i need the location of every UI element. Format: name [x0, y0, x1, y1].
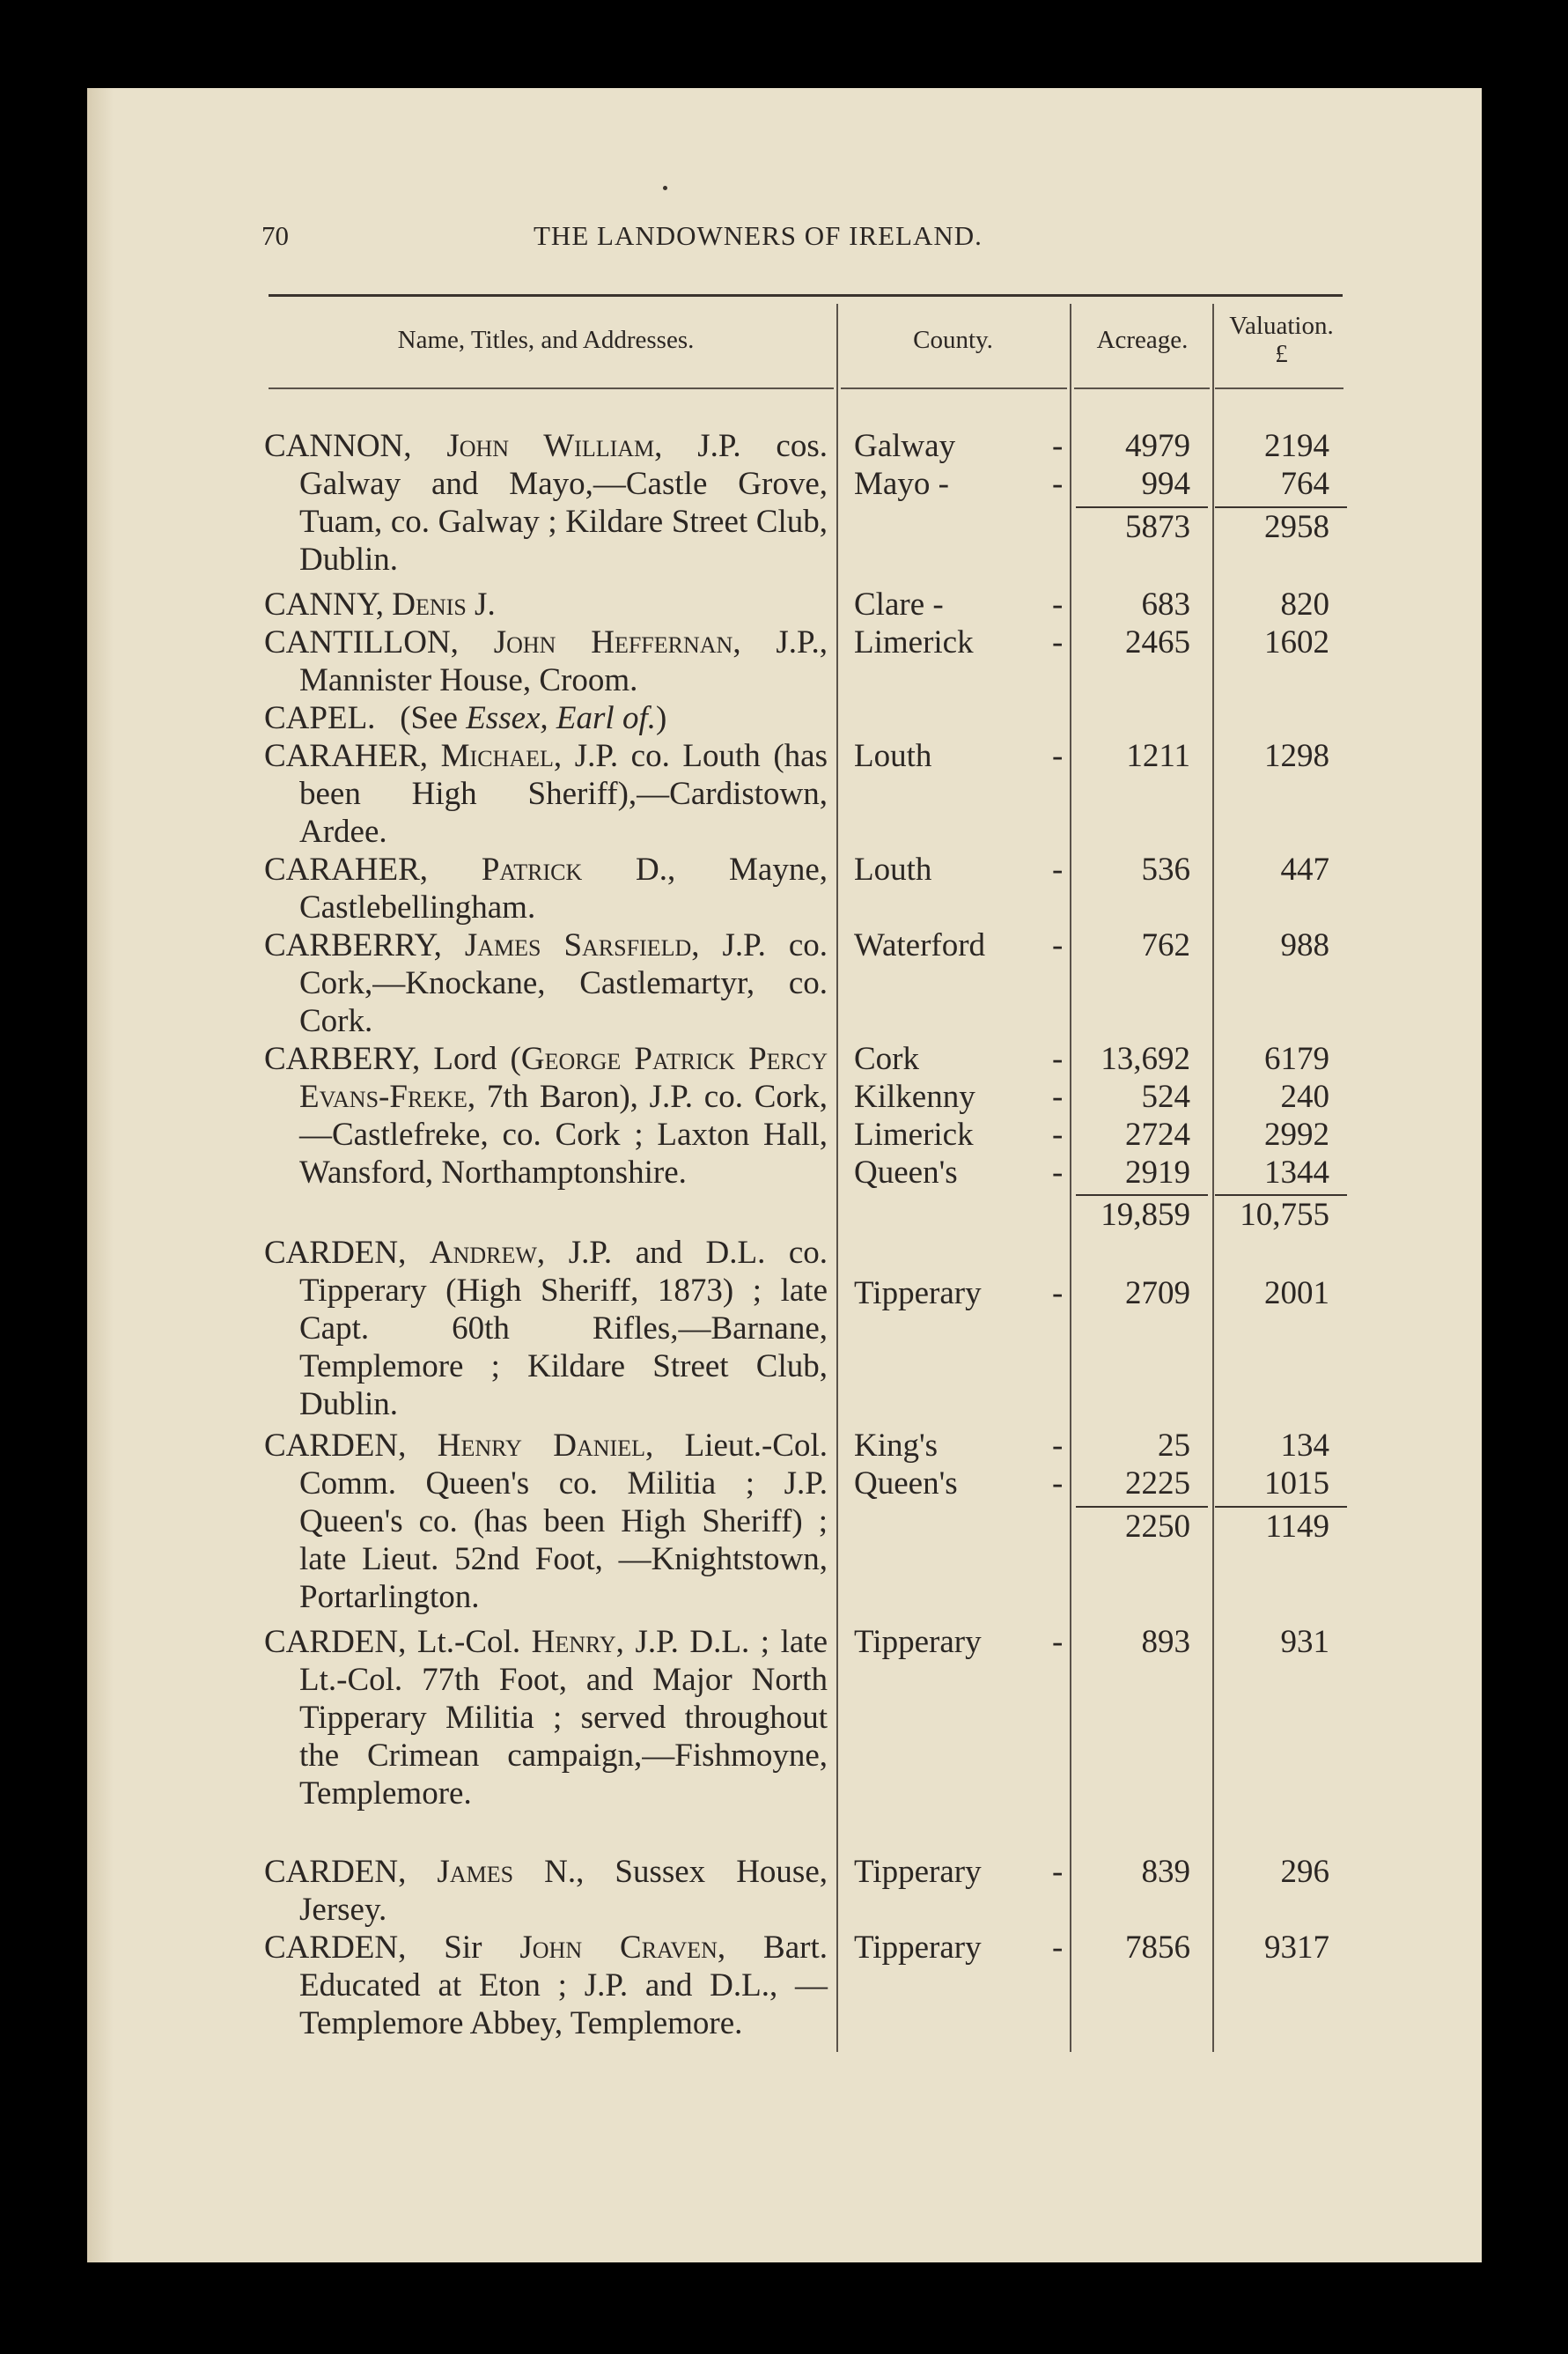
entry-capel — [264, 699, 828, 737]
holding-valuation: 240 — [1280, 1079, 1329, 1115]
leader-dash: - — [1052, 1465, 1064, 1502]
entry-carden-james — [264, 1853, 828, 1929]
holding-county: Cork — [854, 1041, 919, 1077]
header-rule — [269, 294, 1343, 297]
entry-carberry — [264, 926, 828, 1040]
leader-dash: - — [1052, 1155, 1064, 1191]
entry-surname: CARDEN, — [264, 1235, 407, 1271]
entry-surname: CANTILLON, — [264, 624, 459, 660]
entry-title: Lt.-Col. — [406, 1624, 532, 1660]
entry-caraher-patrick — [264, 851, 828, 926]
total-acreage: 5873 — [1125, 509, 1190, 545]
entry-carden-henry-daniel — [264, 1427, 828, 1616]
entry-details: J.P. co. Louth (has been High Sheriff),—Cardistown, Ardee. — [299, 738, 828, 850]
entry-title: Lord ( — [420, 1041, 521, 1077]
entry-details: N., Sussex House, Jersey. — [299, 1854, 828, 1928]
leader-dash: - — [1052, 927, 1064, 963]
total-acreage: 19,859 — [1101, 1197, 1190, 1233]
leader-dash: - — [1052, 1854, 1064, 1890]
entry-carbery — [264, 1040, 828, 1192]
column-header-county: County. — [913, 326, 993, 354]
holding-acreage: 893 — [1141, 1624, 1190, 1660]
holding-county: Tipperary — [854, 1624, 982, 1660]
holding-county: Clare - — [854, 587, 944, 623]
entry-details: J.P. cos. Galway and Mayo,—Castle Grove, Tuam, co. Galway ; Kildare Street Club, Dublin. — [299, 428, 828, 578]
entry-surname: CARBERY, — [264, 1041, 421, 1077]
leader-dash: - — [1052, 852, 1064, 888]
entry-surname: CARDEN, — [264, 1624, 407, 1660]
entry-details: Bart. Educated at Eton ; J.P. and D.L., —Templemore Abbey, Templemore. — [299, 1930, 828, 2041]
holding-valuation: 820 — [1280, 587, 1329, 623]
entry-surname: CARAHER, — [264, 738, 429, 774]
total-valuation: 1149 — [1265, 1509, 1329, 1545]
column-divider-acreage-valuation — [1212, 304, 1214, 2052]
holding-county: Louth — [854, 738, 932, 774]
holding-valuation: 6179 — [1264, 1041, 1329, 1077]
leader-dash: - — [1052, 1117, 1064, 1153]
leader-dash: - — [1052, 1275, 1064, 1311]
entry-surname: CARDEN, — [264, 1854, 407, 1890]
entry-details: 7th Baron), J.P. co. Cork,—Castlefreke, co. Cork ; Laxton Hall, Wansford, Northamptonshire. — [299, 1079, 828, 1191]
holding-valuation: 296 — [1280, 1854, 1329, 1890]
leader-dash: - — [1052, 738, 1064, 774]
leader-dash: - — [1052, 624, 1064, 660]
entry-given-names: George Patrick Percy Evans-Freke, — [299, 1041, 828, 1115]
holding-valuation: 1298 — [1264, 738, 1329, 774]
holding-acreage: 7856 — [1125, 1930, 1190, 1966]
header-underline-name — [269, 387, 834, 389]
column-divider-county-acreage — [1070, 304, 1071, 2052]
entry-surname: CARDEN, — [264, 1428, 407, 1464]
leader-dash: - — [1052, 587, 1064, 623]
entry-carden-sir-john-craven — [264, 1929, 828, 2042]
holding-valuation: 9317 — [1264, 1930, 1329, 1966]
entry-details: J.P., Mannister House, Croom. — [299, 624, 828, 698]
entry-given-names: Patrick — [481, 852, 583, 888]
ink-speck — [663, 186, 667, 190]
page-number: 70 — [261, 220, 289, 251]
holding-valuation: 134 — [1280, 1428, 1329, 1464]
entry-surname: CARAHER, — [264, 852, 429, 888]
leader-dash: - — [1052, 428, 1064, 464]
holding-acreage: 2709 — [1125, 1275, 1190, 1311]
holding-acreage: 762 — [1141, 927, 1190, 963]
leader-dash: - — [1052, 1041, 1064, 1077]
entry-given-names: Andrew, — [429, 1235, 546, 1271]
entry-given-names: Henry Daniel, — [437, 1428, 654, 1464]
cross-reference-prefix: (See — [400, 700, 467, 736]
holding-acreage: 13,692 — [1101, 1041, 1190, 1077]
column-header-acreage: Acreage. — [1096, 326, 1189, 354]
leader-dash: - — [1052, 1930, 1064, 1966]
holding-valuation: 1015 — [1264, 1465, 1329, 1502]
holding-valuation: 1602 — [1264, 624, 1329, 660]
entry-details: J.P. D.L. ; late Lt.-Col. 77th Foot, and Major North Tipperary Militia ; served throughout the Crimean campaign,—Fishmoyne, Templemore. — [299, 1624, 828, 1812]
header-underline-county — [841, 387, 1067, 389]
holding-acreage: 25 — [1158, 1428, 1190, 1464]
entry-caraher-michael — [264, 737, 828, 851]
holding-valuation: 764 — [1280, 466, 1329, 502]
valuation-label: Valuation. — [1229, 312, 1334, 340]
holding-county: Limerick — [854, 1117, 974, 1153]
entry-surname: CARBERRY, — [264, 927, 442, 963]
header-underline-acreage — [1074, 387, 1210, 389]
holding-county: Tipperary — [854, 1854, 982, 1890]
entry-surname: CARDEN, — [264, 1930, 407, 1966]
holding-acreage: 1211 — [1126, 738, 1190, 774]
column-header-valuation — [1213, 312, 1350, 368]
entry-details: J. — [466, 587, 496, 623]
entry-details: D., Mayne, Castlebellingham. — [299, 852, 828, 926]
holding-valuation: 2001 — [1264, 1275, 1329, 1311]
entry-details: J.P. co. Cork,—Knockane, Castlemartyr, co. Cork. — [299, 927, 828, 1039]
entry-surname: CANNY, — [264, 587, 385, 623]
page-gutter-shadow — [87, 88, 114, 2262]
holding-acreage: 4979 — [1125, 428, 1190, 464]
holding-county: Kilkenny — [854, 1079, 975, 1115]
entry-cannon — [264, 427, 828, 579]
holding-acreage: 524 — [1141, 1079, 1190, 1115]
leader-dash: - — [1052, 1624, 1064, 1660]
holding-acreage: 994 — [1141, 466, 1190, 502]
column-header-name: Name, Titles, and Addresses. — [397, 326, 695, 354]
entry-details: J.P. and D.L. co. Tipperary (High Sheriff, 1873) ; late Capt. 60th Rifles,—Barnane, Templemore ; Kildare Street Club, Dublin. — [299, 1235, 828, 1422]
holding-valuation: 988 — [1280, 927, 1329, 963]
entry-given-names: James — [437, 1854, 514, 1890]
holding-county: King's — [854, 1428, 939, 1464]
holding-acreage: 2465 — [1125, 624, 1190, 660]
holding-county: Queen's — [854, 1465, 958, 1502]
entry-title: Sir — [406, 1930, 520, 1966]
total-valuation: 2958 — [1264, 509, 1329, 545]
holding-acreage: 2225 — [1125, 1465, 1190, 1502]
entry-given-names: John Craven, — [519, 1930, 726, 1966]
entry-surname: CAPEL. — [264, 700, 376, 736]
entry-carden-andrew — [264, 1234, 828, 1423]
entry-given-names: John Heffernan, — [493, 624, 741, 660]
leader-dash: - — [1052, 466, 1064, 502]
entry-carden-lt-col-henry — [264, 1623, 828, 1812]
total-valuation: 10,755 — [1240, 1197, 1329, 1233]
holding-county: Louth — [854, 852, 932, 888]
cross-reference-suffix: ) — [656, 700, 667, 736]
leader-dash: - — [1052, 1428, 1064, 1464]
currency-symbol: £ — [1275, 340, 1288, 368]
entry-details: Lieut.-Col. Comm. Queen's co. Militia ; J.P. Queen's co. (has been High Sheriff) ; late Lieut. 52nd Foot, —Knightstown, Portarlington. — [299, 1428, 828, 1615]
entry-cantillon — [264, 624, 828, 699]
holding-county: Waterford — [854, 927, 986, 963]
entry-given-names: Denis — [392, 587, 467, 623]
holding-county: Tipperary — [854, 1275, 982, 1311]
entry-given-names: James Sarsfield, — [464, 927, 700, 963]
holding-valuation: 931 — [1280, 1624, 1329, 1660]
holding-county: Queen's — [854, 1155, 958, 1191]
leader-dash: - — [1052, 1079, 1064, 1115]
entry-surname: CANNON, — [264, 428, 412, 464]
entry-given-names: Michael, — [440, 738, 563, 774]
running-title: THE LANDOWNERS OF IRELAND. — [534, 220, 983, 251]
cross-reference: Essex, Earl of. — [466, 700, 656, 736]
holding-acreage: 839 — [1141, 1854, 1190, 1890]
holding-valuation: 447 — [1280, 852, 1329, 888]
header-underline-valuation — [1215, 387, 1343, 389]
holding-acreage: 2919 — [1125, 1155, 1190, 1191]
entry-canny — [264, 586, 828, 624]
entry-given-names: Henry, — [531, 1624, 624, 1660]
holding-acreage: 536 — [1141, 852, 1190, 888]
entry-given-names: John William, — [446, 428, 663, 464]
holding-county: Mayo - — [854, 466, 949, 502]
holding-valuation: 2194 — [1264, 428, 1329, 464]
column-divider-name-county — [836, 304, 838, 2052]
holding-acreage: 2724 — [1125, 1117, 1190, 1153]
holding-valuation: 1344 — [1264, 1155, 1329, 1191]
holding-county: Limerick — [854, 624, 974, 660]
holding-county: Tipperary — [854, 1930, 982, 1966]
holding-acreage: 683 — [1141, 587, 1190, 623]
holding-valuation: 2992 — [1264, 1117, 1329, 1153]
total-acreage: 2250 — [1125, 1509, 1190, 1545]
holding-county: Galway — [854, 428, 956, 464]
